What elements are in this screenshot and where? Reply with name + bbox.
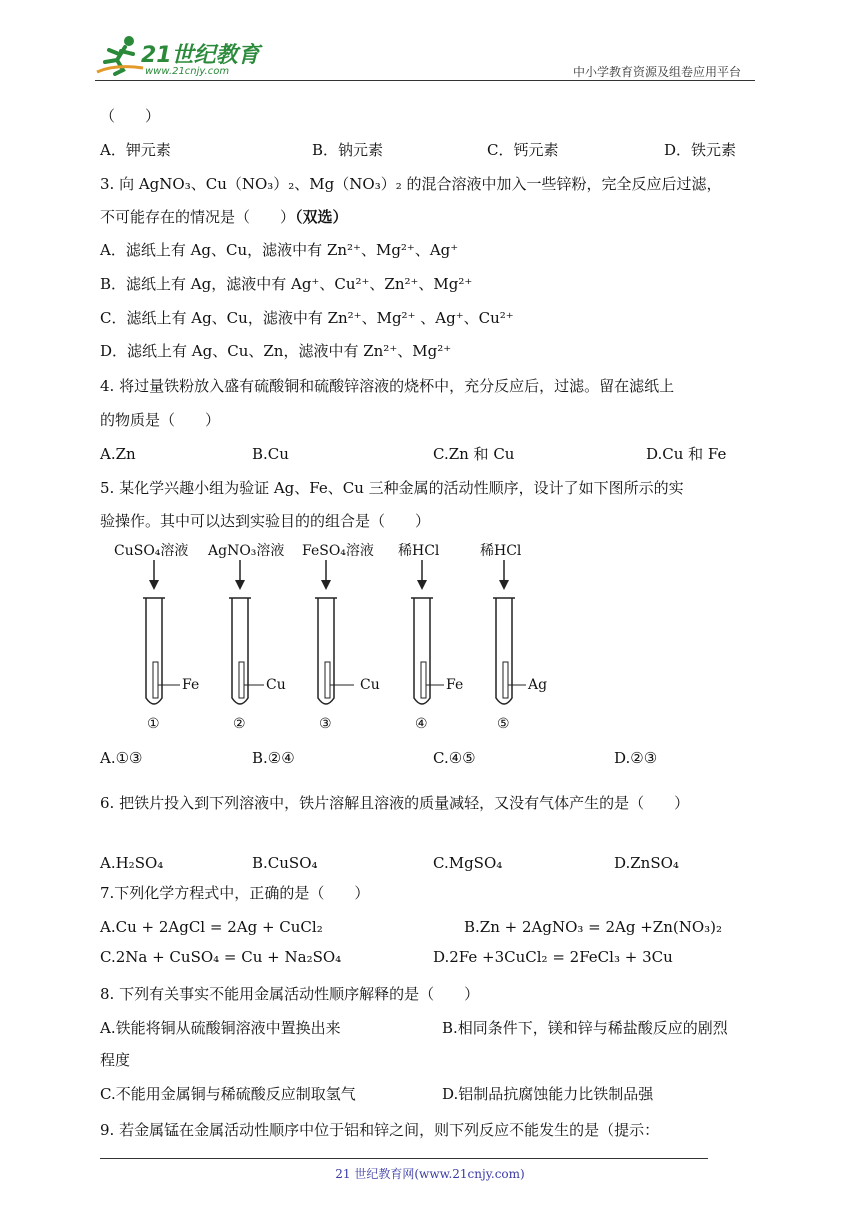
tube-1-metal: Fe: [182, 677, 200, 693]
q2-option-a: A．钾元素: [100, 141, 171, 159]
tube-3-metal: Cu: [360, 677, 380, 693]
q4-option-a: A.Zn: [100, 445, 136, 463]
logo-url: www.21cnjy.com: [145, 66, 230, 77]
logo: [95, 34, 265, 82]
q8-option-b: B.相同条件下，镁和锌与稀盐酸反应的剧烈: [442, 1019, 728, 1037]
q8-option-a: A.铁能将铜从硫酸铜溶液中置换出来: [100, 1019, 341, 1037]
tube-2-reagent: AgNO₃溶液: [208, 543, 285, 559]
q5-stem-line1: 5. 某化学兴趣小组为验证 Ag、Fe、Cu 三种金属的活动性顺序，设计了如下图所示的实: [100, 479, 684, 497]
q7-option-a: A.Cu + 2AgCl = 2Ag + CuCl₂: [100, 918, 323, 936]
q6-stem: 6. 把铁片投入到下列溶液中，铁片溶解且溶液的质量减轻，又没有气体产生的是（ ）: [100, 794, 690, 812]
q5-option-c: C.④⑤: [433, 749, 476, 767]
q8-option-d: D.铝制品抗腐蚀能力比铁制品强: [442, 1085, 654, 1103]
q2-option-d: D．铁元素: [664, 141, 737, 159]
q4-option-b: B.Cu: [252, 445, 289, 463]
q7-stem: 7.下列化学方程式中，正确的是（ ）: [100, 884, 370, 902]
tube-5-number: ⑤: [497, 716, 510, 732]
q8-stem: 8. 下列有关事实不能用金属活动性顺序解释的是（ ）: [100, 985, 480, 1003]
footer-divider: [100, 1158, 708, 1159]
q7-option-c: C.2Na + CuSO₄ = Cu + Na₂SO₄: [100, 948, 342, 966]
header-divider: [95, 80, 755, 81]
q4-stem-line1: 4. 将过量铁粉放入盛有硫酸铜和硫酸锌溶液的烧杯中，充分反应后，过滤。留在滤纸上: [100, 377, 675, 395]
q4-stem-line2: 的物质是（ ）: [100, 411, 221, 429]
q4-option-c: C.Zn 和 Cu: [433, 445, 515, 463]
tube-1-reagent: CuSO₄溶液: [114, 543, 189, 559]
q3-stem-line1: 3. 向 AgNO₃、Cu（NO₃）₂、Mg（NO₃）₂ 的混合溶液中加入一些锌粉，完全反应后过滤，: [100, 175, 722, 193]
q6-option-a: A.H₂SO₄: [100, 854, 164, 872]
tube-1-number: ①: [147, 716, 160, 732]
tube-4-number: ④: [415, 716, 428, 732]
q3-option-c: C．滤纸上有 Ag、Cu，滤液中有 Zn²⁺、Mg²⁺ 、Ag⁺、Cu²⁺: [100, 309, 514, 327]
tube-4-metal: Fe: [446, 677, 464, 693]
tube-3-number: ③: [319, 716, 332, 732]
q7-option-d: D.2Fe +3CuCl₂ = 2FeCl₃ + 3Cu: [433, 948, 673, 966]
tube-5-reagent: 稀HCl: [480, 543, 522, 559]
tube-5-metal: Ag: [528, 677, 548, 693]
q3-stem-text: 不可能存在的情况是（ ）: [100, 208, 296, 226]
q9-stem: 9. 若金属锰在金属活动性顺序中位于铝和锌之间，则下列反应不能发生的是（提示：: [100, 1121, 660, 1139]
q2-option-c: C．钙元素: [487, 141, 559, 159]
q6-option-d: D.ZnSO₄: [614, 854, 679, 872]
q3-option-a: A．滤纸上有 Ag、Cu，滤液中有 Zn²⁺、Mg²⁺、Ag⁺: [100, 241, 459, 259]
q3-double-choice-tag: （双选）: [295, 208, 348, 226]
test-tube-5: [444, 540, 554, 740]
q3-option-b: B．滤纸上有 Ag，滤液中有 Ag⁺、Cu²⁺、Zn²⁺、Mg²⁺: [100, 275, 473, 293]
q7-option-b: B.Zn + 2AgNO₃ = 2Ag +Zn(NO₃)₂: [464, 918, 723, 936]
header-platform-text: 中小学教育资源及组卷应用平台: [573, 65, 742, 79]
q5-option-a: A.①③: [100, 749, 143, 767]
test-tube-figure: [100, 540, 560, 740]
q8-option-b-cont: 程度: [100, 1051, 131, 1069]
q3-option-d: D．滤纸上有 Ag、Cu、Zn，滤液中有 Zn²⁺、Mg²⁺: [100, 342, 452, 360]
q8-option-c: C.不能用金属铜与稀硫酸反应制取氢气: [100, 1085, 356, 1103]
q2-option-b: B．钠元素: [312, 141, 384, 159]
q5-option-d: D.②③: [614, 749, 658, 767]
q3-stem-line2: [100, 207, 348, 227]
q4-option-d: D.Cu 和 Fe: [646, 445, 727, 463]
runner-logo-icon: [95, 34, 147, 76]
tube-3-reagent: FeSO₄溶液: [302, 543, 374, 559]
q2-tail: （ ）: [100, 107, 161, 125]
tube-4-reagent: 稀HCl: [398, 543, 440, 559]
q6-option-c: C.MgSO₄: [433, 854, 503, 872]
q5-stem-line2: 验操作。其中可以达到实验目的的组合是（ ）: [100, 512, 431, 530]
q5-option-b: B.②④: [252, 749, 295, 767]
footer-site-text: 21 世纪教育网(www.21cnjy.com): [335, 1167, 525, 1181]
q6-option-b: B.CuSO₄: [252, 854, 318, 872]
tube-2-number: ②: [233, 716, 246, 732]
tube-5-drawing: [444, 558, 554, 718]
tube-2-metal: Cu: [266, 677, 286, 693]
logo-title: 21世纪教育: [141, 43, 260, 68]
